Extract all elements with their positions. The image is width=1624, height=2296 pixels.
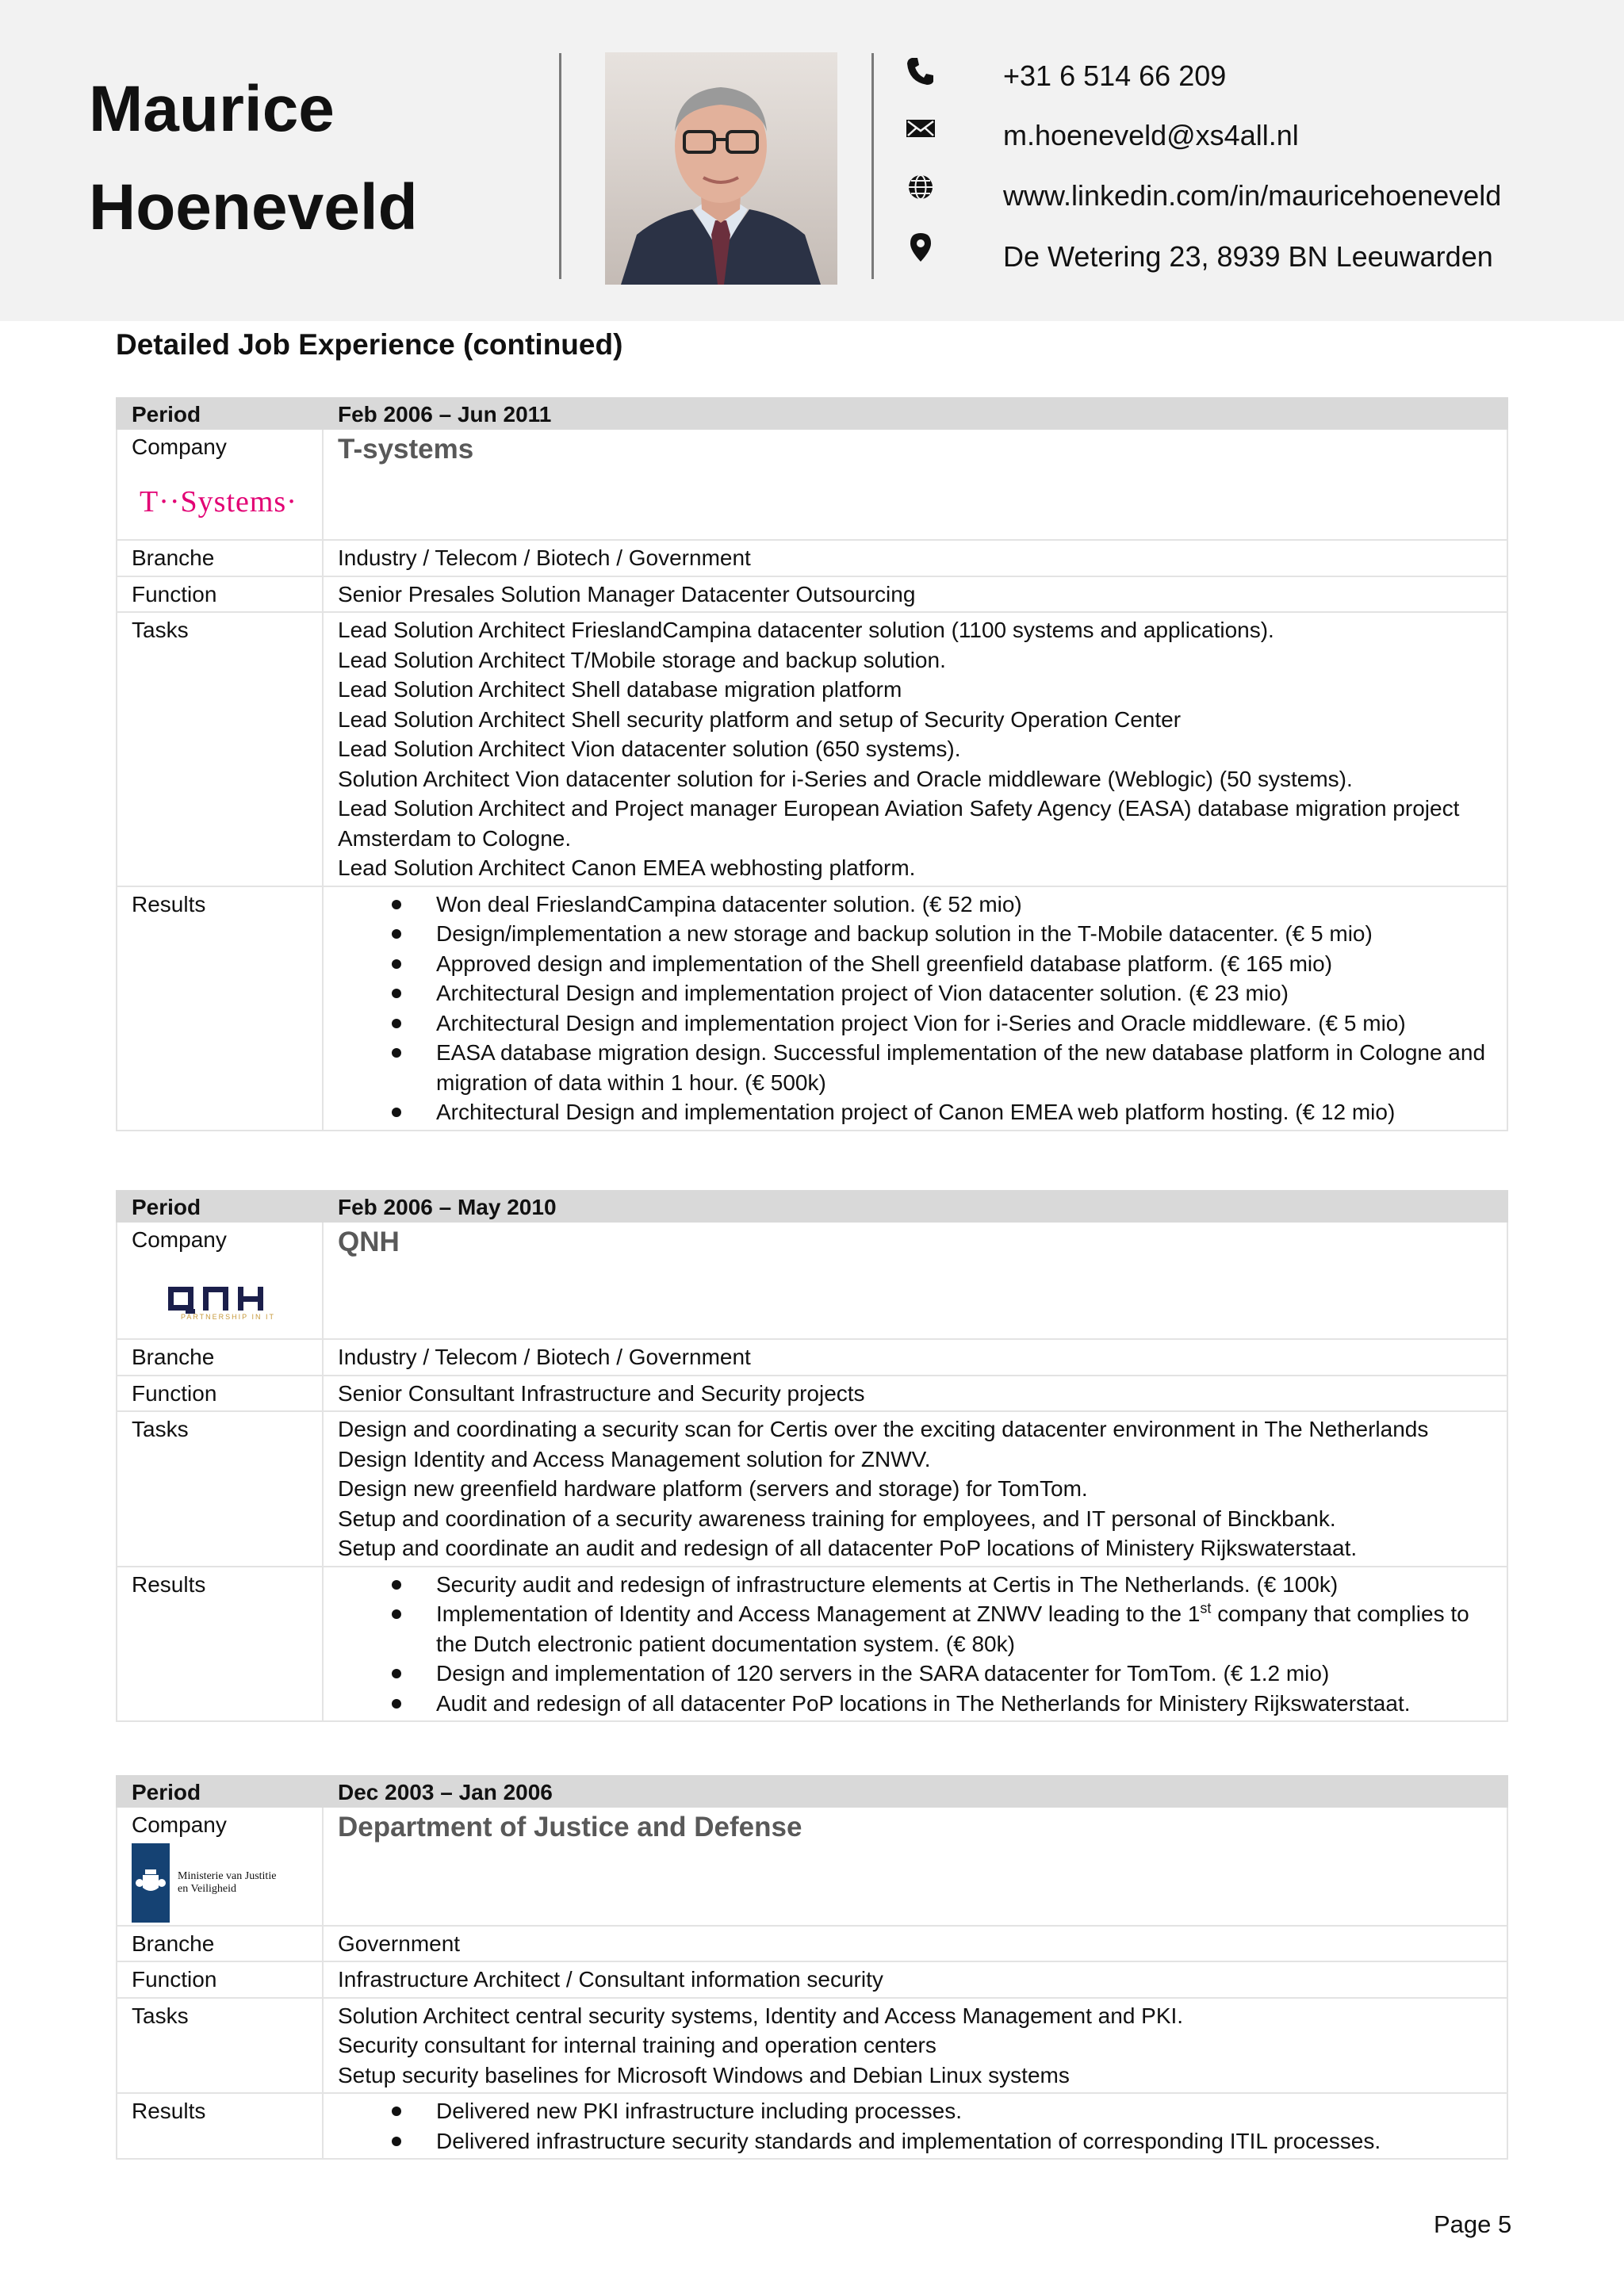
function-row	[117, 1961, 1507, 1998]
tasks-list	[323, 1998, 1507, 2094]
function-value: Infrastructure Architect / Consultant information security	[323, 1961, 1507, 1998]
page-number: Page 5	[1434, 2210, 1512, 2238]
function-row	[117, 576, 1507, 613]
task-item: Solution Architect Vion datacenter solution for i-Series and Oracle middleware (Weblogic) (50 systems).	[338, 766, 1353, 791]
job-entry-tsystems	[116, 397, 1508, 1131]
first-name: Maurice	[89, 73, 335, 145]
contact-email[interactable]: m.hoeneveld@xs4all.nl	[1003, 119, 1299, 151]
bullet-icon	[392, 1669, 401, 1678]
results-row	[117, 2093, 1507, 2159]
tasks-label: Tasks	[117, 1411, 323, 1567]
tsystems-logo: T··Systems·	[140, 484, 297, 519]
ministry-logo-line1: Ministerie van Justitie	[178, 1869, 277, 1882]
result-item: Design and implementation of 120 servers in the SARA datacenter for TomTom. (€ 1.2 mio)	[338, 1659, 1492, 1689]
bullet-icon	[392, 989, 401, 998]
globe-icon	[905, 171, 936, 203]
result-item: Won deal FrieslandCampina datacenter solution. (€ 52 mio)	[338, 890, 1492, 920]
branche-value: Industry / Telecom / Biotech / Government	[323, 540, 1507, 576]
period-value: Feb 2006 – May 2010	[323, 1191, 1507, 1222]
task-item: Design and coordinating a security scan for Certis over the exciting datacenter environment in The Netherlands	[338, 1417, 1429, 1441]
section-title: Detailed Job Experience (continued)	[116, 328, 623, 361]
bullet-icon	[392, 1609, 401, 1619]
company-label: Company	[132, 1227, 227, 1252]
result-item: Implementation of Identity and Access Management at ZNWV leading to the 1st company that complies to the Dutch electronic patient documentation system. (€ 80k)	[338, 1599, 1492, 1659]
period-value: Feb 2006 – Jun 2011	[323, 398, 1507, 429]
task-item: Lead Solution Architect FrieslandCampina datacenter solution (1100 systems and applications).	[338, 618, 1274, 642]
company-name: Department of Justice and Defense	[338, 1812, 802, 1843]
branche-label: Branche	[117, 540, 323, 576]
results-list	[338, 1570, 1492, 1719]
task-item: Setup security baselines for Microsoft Windows and Debian Linux systems	[338, 2062, 1070, 2087]
result-item: EASA database migration design. Successful implementation of the new database platform in Cologne and migration of data within 1 hour. (€ 500k)	[338, 1038, 1492, 1097]
bullet-icon	[392, 2137, 401, 2146]
result-item: Design/implementation a new storage and backup solution in the T-Mobile datacenter. (€ 5 mio)	[338, 919, 1492, 949]
task-item: Setup and coordinate an audit and redesign of all datacenter PoP locations of Ministery Rijkswaterstaat.	[338, 1536, 1358, 1560]
tasks-list	[323, 612, 1507, 886]
branche-value: Industry / Telecom / Biotech / Government	[323, 1339, 1507, 1376]
task-item: Lead Solution Architect Shell security platform and setup of Security Operation Center	[338, 706, 1182, 732]
bullet-icon	[392, 1048, 401, 1058]
bullet-icon	[392, 1699, 401, 1709]
bullet-icon	[392, 1019, 401, 1028]
last-name: Hoeneveld	[89, 171, 418, 243]
result-item: Approved design and implementation of the Shell greenfield database platform. (€ 165 mio)	[338, 949, 1492, 979]
function-label: Function	[117, 1376, 323, 1412]
period-label: Period	[117, 398, 323, 429]
function-value: Senior Consultant Infrastructure and Security projects	[323, 1376, 1507, 1412]
bullet-icon	[392, 900, 401, 909]
task-item: Lead Solution Architect Vion datacenter solution (650 systems).	[338, 737, 961, 761]
tasks-row	[117, 612, 1507, 886]
company-row	[117, 429, 1507, 540]
function-value: Senior Presales Solution Manager Datacenter Outsourcing	[323, 576, 1507, 613]
result-item: Architectural Design and implementation project of Vion datacenter solution. (€ 23 mio)	[338, 978, 1492, 1008]
result-item: Delivered infrastructure security standards and implementation of corresponding ITIL processes.	[338, 2126, 1492, 2156]
contact-phone[interactable]: +31 6 514 66 209	[1003, 59, 1227, 92]
period-value: Dec 2003 – Jan 2006	[323, 1776, 1507, 1807]
task-item: Lead Solution Architect Shell database migration platform	[338, 677, 902, 702]
qnh-logo-subtext: PARTNERSHIP IN IT	[181, 1312, 276, 1321]
results-row	[117, 886, 1507, 1131]
task-item: Design Identity and Access Management solution for ZNWV.	[338, 1446, 931, 1471]
function-label: Function	[117, 1961, 323, 1998]
function-row	[117, 1376, 1507, 1412]
results-list	[338, 890, 1492, 1127]
branche-value: Government	[323, 1926, 1507, 1962]
task-item: Setup and coordination of a security awareness training for employees, and IT personal of Binckbank.	[338, 1506, 1336, 1531]
company-name: T-systems	[338, 434, 474, 465]
bullet-icon	[392, 1580, 401, 1590]
bullet-icon	[392, 2107, 401, 2116]
results-label: Results	[117, 2093, 323, 2159]
company-row	[117, 1807, 1507, 1926]
task-item: Solution Architect central security systems, Identity and Access Management and PKI.	[338, 2003, 1184, 2028]
tasks-label: Tasks	[117, 612, 323, 886]
branche-row	[117, 1339, 1507, 1376]
job-entry-qnh	[116, 1190, 1508, 1722]
resume-header	[0, 0, 1624, 321]
contact-address: De Wetering 23, 8939 BN Leeuwarden	[1003, 240, 1493, 273]
header-divider	[559, 53, 561, 279]
result-item: Architectural Design and implementation project of Canon EMEA web platform hosting. (€ 12 mio)	[338, 1097, 1492, 1127]
company-row	[117, 1222, 1507, 1339]
function-label: Function	[117, 576, 323, 613]
company-label: Company	[132, 1812, 227, 1837]
results-row	[117, 1567, 1507, 1722]
coat-of-arms-icon	[132, 1843, 170, 1923]
tasks-row	[117, 1998, 1507, 2094]
task-item: Lead Solution Architect T/Mobile storage and backup solution.	[338, 647, 946, 672]
result-item: Delivered new PKI infrastructure including processes.	[338, 2096, 1492, 2126]
mail-icon	[905, 113, 936, 144]
task-item: Design new greenfield hardware platform (servers and storage) for TomTom.	[338, 1476, 1088, 1501]
period-row	[117, 1776, 1507, 1807]
task-item: Security consultant for internal training and operation centers	[338, 2033, 936, 2057]
period-label: Period	[117, 1191, 323, 1222]
ministry-logo-line2: en Veiligheid	[178, 1882, 237, 1895]
profile-photo	[605, 52, 837, 285]
ministry-logo	[132, 1843, 308, 1923]
results-list	[338, 2096, 1492, 2156]
task-item: Lead Solution Architect Canon EMEA webhosting platform.	[338, 855, 916, 880]
period-row	[117, 398, 1507, 429]
branche-row	[117, 1926, 1507, 1962]
bullet-icon	[392, 959, 401, 969]
period-row	[117, 1191, 1507, 1222]
results-label: Results	[117, 1567, 323, 1722]
bullet-icon	[392, 929, 401, 939]
branche-label: Branche	[117, 1926, 323, 1962]
location-pin-icon	[905, 232, 936, 263]
result-item: Audit and redesign of all datacenter PoP locations in The Netherlands for Ministery Rijkswaterstaat.	[338, 1689, 1492, 1719]
company-label: Company	[132, 434, 227, 459]
phone-icon	[905, 55, 936, 87]
tasks-row	[117, 1411, 1507, 1567]
branche-label: Branche	[117, 1339, 323, 1376]
header-divider	[871, 53, 874, 279]
results-label: Results	[117, 886, 323, 1131]
period-label: Period	[117, 1776, 323, 1807]
job-entry-justice	[116, 1775, 1508, 2160]
contact-linkedin[interactable]: www.linkedin.com/in/mauricehoeneveld	[1003, 179, 1502, 212]
bullet-icon	[392, 1108, 401, 1117]
tasks-list	[323, 1411, 1507, 1567]
result-item: Security audit and redesign of infrastructure elements at Certis in The Netherlands. (€ 100k)	[338, 1570, 1492, 1600]
company-name: QNH	[338, 1226, 400, 1257]
branche-row	[117, 540, 1507, 576]
tasks-label: Tasks	[117, 1998, 323, 2094]
task-item: Lead Solution Architect and Project manager European Aviation Safety Agency (EASA) database migration project Amsterdam to Cologne.	[338, 796, 1460, 851]
result-item: Architectural Design and implementation project Vion for i-Series and Oracle middleware. (€ 5 mio)	[338, 1008, 1492, 1039]
